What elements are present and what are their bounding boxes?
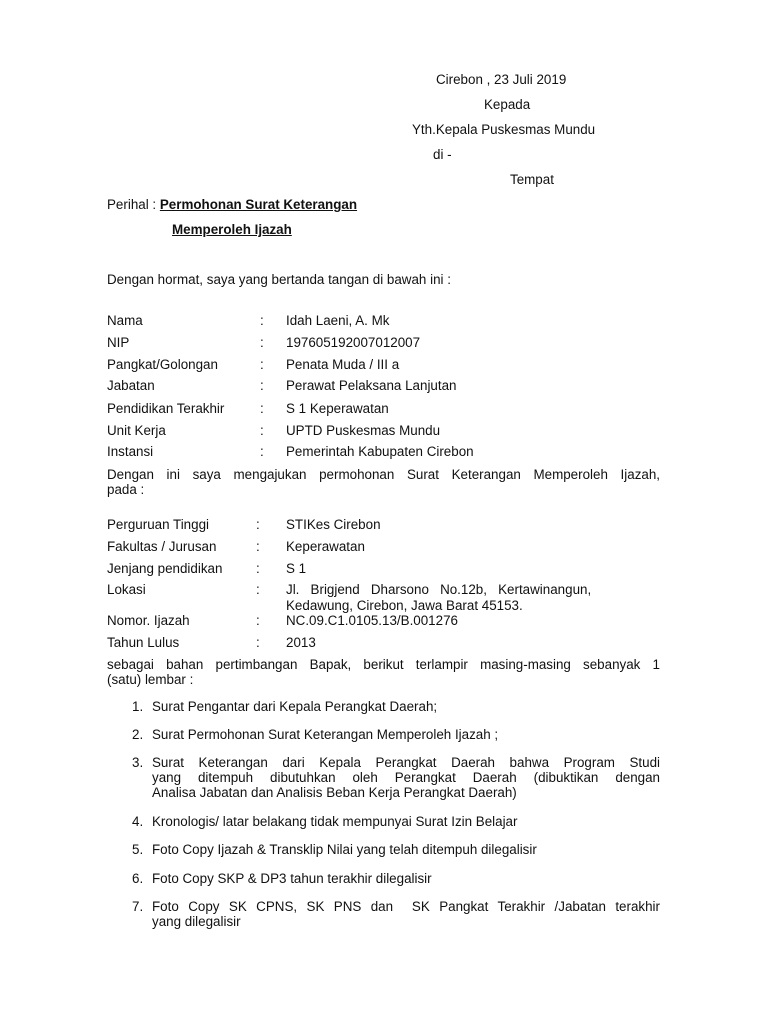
field-label: NIP bbox=[107, 335, 130, 350]
list-item-number: 1. bbox=[132, 699, 144, 714]
recipient-to: Kepada bbox=[484, 97, 531, 112]
list-item-line: yang ditempuh dibutuhkan oleh Perangkat Daerah (dibuktikan dengan bbox=[152, 770, 660, 785]
field-label: Jenjang pendidikan bbox=[107, 561, 223, 576]
request-intro bbox=[107, 467, 660, 497]
field-value: S 1 Keperawatan bbox=[286, 401, 389, 416]
field-label: Lokasi bbox=[107, 582, 146, 597]
field-colon: : bbox=[260, 401, 264, 416]
field-colon: : bbox=[256, 613, 260, 628]
identity-row bbox=[0, 357, 768, 373]
field-label: Nomor. Ijazah bbox=[107, 613, 190, 628]
greeting: Dengan hormat, saya yang bertanda tangan di bawah ini : bbox=[107, 272, 451, 287]
place-date: Cirebon , 23 Juli 2019 bbox=[436, 72, 567, 87]
field-colon: : bbox=[260, 335, 264, 350]
list-item-text: Kronologis/ latar belakang tidak mempunyai Surat Izin Belajar bbox=[152, 814, 518, 829]
field-value: 197605192007012007 bbox=[286, 335, 421, 350]
list-item-text bbox=[152, 755, 660, 800]
list-item-line: Analisa Jabatan dan Analisis Beban Kerja Perangkat Daerah) bbox=[152, 785, 517, 800]
list-item-text bbox=[152, 899, 660, 929]
list-item-line: Foto Copy SK CPNS, SK PNS dan SK Pangkat Terakhir /Jabatan terakhir bbox=[152, 899, 660, 914]
education-row bbox=[0, 561, 768, 577]
field-colon: : bbox=[260, 444, 264, 459]
list-item-text: Foto Copy SKP & DP3 tahun terakhir dilegalisir bbox=[152, 871, 432, 886]
field-colon: : bbox=[256, 539, 260, 554]
field-colon: : bbox=[256, 517, 260, 532]
field-colon: : bbox=[260, 357, 264, 372]
request-intro-line: Dengan ini saya mengajukan permohonan Surat Keterangan Memperoleh Ijazah, bbox=[107, 467, 660, 482]
attachments-intro-line: (satu) lembar : bbox=[107, 672, 194, 687]
recipient-at: di - bbox=[433, 147, 452, 162]
list-item-text: Surat Pengantar dari Kepala Perangkat Daerah; bbox=[152, 699, 438, 714]
attachments-intro-line: sebagai bahan pertimbangan Bapak, berikut terlampir masing-masing sebanyak 1 bbox=[107, 657, 660, 672]
field-colon: : bbox=[256, 582, 260, 597]
subject-title-1: Permohonan Surat Keterangan bbox=[159, 197, 358, 212]
field-value: Perawat Pelaksana Lanjutan bbox=[286, 378, 457, 393]
field-value: Penata Muda / III a bbox=[286, 357, 400, 372]
field-value: S 1 bbox=[286, 561, 307, 576]
field-label: Nama bbox=[107, 313, 143, 328]
identity-row bbox=[0, 313, 768, 329]
field-colon: : bbox=[256, 561, 260, 576]
request-intro-line: pada : bbox=[107, 482, 145, 497]
field-value-line: Jl. Brigjend Dharsono No.12b, Kertawinangun, bbox=[286, 582, 592, 597]
list-item-number: 2. bbox=[132, 727, 144, 742]
subject-label: Perihal : bbox=[107, 197, 157, 212]
subject-line bbox=[107, 197, 357, 212]
identity-row bbox=[0, 335, 768, 351]
attachments-intro bbox=[107, 657, 660, 687]
list-item-text: Surat Permohonan Surat Keterangan Memperoleh Ijazah ; bbox=[152, 727, 499, 742]
education-row bbox=[0, 582, 768, 614]
field-label: Perguruan Tinggi bbox=[107, 517, 209, 532]
list-item-number: 4. bbox=[132, 814, 144, 829]
list-item-line: yang dilegalisir bbox=[152, 914, 241, 929]
education-row bbox=[0, 613, 768, 629]
identity-row bbox=[0, 444, 768, 460]
education-row bbox=[0, 635, 768, 651]
field-value: Pemerintah Kabupaten Cirebon bbox=[286, 444, 474, 459]
list-item-number: 3. bbox=[132, 755, 144, 770]
recipient-place: Tempat bbox=[510, 172, 554, 187]
field-colon: : bbox=[260, 378, 264, 393]
education-row bbox=[0, 539, 768, 555]
field-label: Jabatan bbox=[107, 378, 155, 393]
field-colon: : bbox=[260, 313, 264, 328]
field-colon: : bbox=[260, 423, 264, 438]
subject-title-2: Memperoleh Ijazah bbox=[172, 222, 292, 237]
field-value-line: Kedawung, Cirebon, Jawa Barat 45153. bbox=[286, 598, 523, 613]
field-label: Instansi bbox=[107, 444, 154, 459]
list-item-number: 7. bbox=[132, 899, 144, 914]
list-item-number: 6. bbox=[132, 871, 144, 886]
list-item-number: 5. bbox=[132, 842, 144, 857]
identity-row bbox=[0, 378, 768, 394]
field-value: UPTD Puskesmas Mundu bbox=[286, 423, 441, 438]
field-value: 2013 bbox=[286, 635, 316, 650]
field-label: Pendidikan Terakhir bbox=[107, 401, 225, 416]
field-value: Idah Laeni, A. Mk bbox=[286, 313, 390, 328]
list-item-text: Foto Copy Ijazah & Transklip Nilai yang telah ditempuh dilegalisir bbox=[152, 842, 537, 857]
list-item-line: Surat Keterangan dari Kepala Perangkat Daerah bahwa Program Studi bbox=[152, 755, 660, 770]
recipient-name: Yth.Kepala Puskesmas Mundu bbox=[412, 122, 596, 137]
field-label: Tahun Lulus bbox=[107, 635, 180, 650]
education-row bbox=[0, 517, 768, 533]
identity-row bbox=[0, 423, 768, 439]
field-value: STIKes Cirebon bbox=[286, 517, 381, 532]
field-value: Keperawatan bbox=[286, 539, 365, 554]
field-label: Fakultas / Jurusan bbox=[107, 539, 217, 554]
field-colon: : bbox=[256, 635, 260, 650]
field-label: Unit Kerja bbox=[107, 423, 166, 438]
field-label: Pangkat/Golongan bbox=[107, 357, 218, 372]
field-value: NC.09.C1.0105.13/B.001276 bbox=[286, 613, 458, 628]
identity-row bbox=[0, 401, 768, 417]
